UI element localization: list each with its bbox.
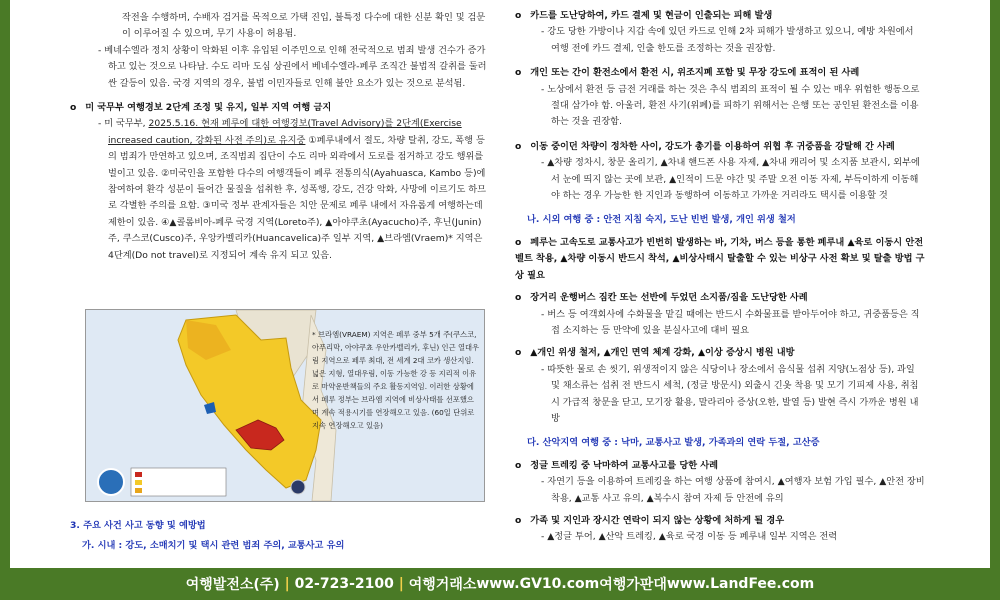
bullet: o	[70, 102, 77, 114]
heading-highway	[515, 235, 925, 284]
paragraph-venezuela: - 베네수엘라 정치 상황이 악화된 이후 유입된 이주민으로 인해 전국적으로 범죄 발생 건수가 증가하고 있는 것으로 나타남. 수도 리마 도심 상권에서 베네수엘라-페루 조직간 불법적 갈취를 둘러싼 갈등이 있음. 국경 지역의 경우, 불법 이민자들로 인해 불안 요소가 있는 것으로 분석됨.	[98, 44, 487, 89]
paragraph-exchange: - 노상에서 환전 등 금전 거래를 하는 것은 추식 범죄의 표적이 될 수 있는 매우 위험한 행동으로 절대 삼가야 함. 아울러, 환전 사기(위폐)를 피하기 위해서는 은행 또는 공인된 환전소를 이용하는 것을 권장함.	[541, 83, 920, 128]
footer-board: 여행가판대	[599, 577, 667, 593]
heading-hygiene	[515, 345, 925, 361]
bullet: o	[515, 236, 522, 248]
advisory-body: ①페루내에서 절도, 차량 탈취, 강도, 폭행 등의 범죄가 만연하고 있으며, 조직범죄 집단이 수도 리마 외곽에서 도로를 점거하고 강도 행위를 벌이고 있음. ②미국인을 포함한 다수의 여행객들이 페루 전통의식(Ayahuasca, Kambo 등)에 참여하여 환각 성분이 들어간 물질을 섭취한 후, 성폭행, 강도, 건강 악화, 사망에 이르기도 하므로 각별한 주의를 요함. ③미국 정부 관계자들은 치안 문제로 페루 내에서 자유롭게 여행하는데 제한이 있음. ④▲콜롬비아-페루 국경 지역(Loreto주), ▲아야쿠초(Ayacucho)주, 후닌(Junin)주, 쿠스코(Cusco)주, 우앙카벨리카(Huancavelica)주 일부 지역, ▲브라엠(Vraem)* 지역은 4단계(Do not travel)로 지정되어 계속 유지 되고 있음.	[108, 134, 487, 261]
bullet: o	[515, 10, 522, 21]
heading-card-theft-text: 카드를 도난당하여, 카드 결제 및 현금이 인출되는 피해 발생	[530, 10, 773, 21]
footer-exchange: 여행거래소	[408, 577, 477, 593]
bullet: o	[515, 140, 522, 152]
footer-bar: 여행발전소(주) | 02-723-2100 | 여행거래소 www.GV10.com 여행가판대 www.LandFee.com	[185, 576, 815, 593]
document-page	[10, 0, 990, 568]
heading-highway-text: 페루는 고속도로 교통사고가 빈번히 발생하는 바, 기차, 버스 등을 통한 페루내 ▲육로 이동시 안전 벨트 착용, ▲차량 이동시 반드시 착석, ▲비상사태시 탈출할 수 있는 비상구 사전 확보 및 탈출 방법 구상 필요	[515, 236, 925, 281]
heading-jungle	[515, 458, 925, 474]
bullet: o	[515, 67, 522, 79]
heading-exchange	[515, 65, 925, 81]
globe-icon	[98, 469, 124, 495]
footer-company: 여행발전소(주)	[185, 577, 280, 593]
section-b-title: 나. 시외 여행 중 : 안전 지침 숙지, 도난 빈번 발생, 개인 위생 철저	[527, 214, 796, 226]
heading-exchange-text: 개인 또는 간이 환전소에서 환전 시, 위조지폐 포함 및 무장 강도에 표적이 된 사례	[530, 67, 860, 79]
paragraph-us-advisory	[70, 116, 488, 264]
heading-hygiene-text: ▲개인 위생 철저, ▲개인 면역 체계 강화, ▲이상 증상시 병원 내방	[530, 347, 795, 359]
section-3	[70, 518, 488, 555]
paragraph-contact-lost: - ▲정글 투어, ▲산악 트레킹, ▲육로 국경 이동 등 페루내 일부 지역은 전력	[541, 531, 838, 543]
heading-us-advisory	[70, 100, 488, 116]
paragraph-jungle: - 자연기 등을 이용하여 트레킹을 하는 여행 상품에 참여시, ▲여행자 보험 가입 필수, ▲안전 장비 착용, ▲교통 사고 유의, ▲복수시 참여 자제 등 안전에 유의	[541, 476, 925, 504]
heading-vehicle-robbery-text: 이동 중이던 차량이 정차한 사이, 강도가 총기를 이용하여 위협 후 귀중품을 강탈해 간 사례	[530, 140, 895, 152]
bullet: o	[515, 514, 522, 526]
section-3-title: 3. 주요 사건 사고 동향 및 예방법	[70, 520, 206, 531]
paragraph-hygiene: - 따뜻한 물로 손 씻기, 위생적이지 않은 식당이나 장소에서 음식물 섭취 지양(노점상 등), 과일 및 채소류는 섭취 전 반드시 세척, (정글 방문시) 외출시 긴옷 착용 및 모기 기피제 사용, 취침시 가급적 창문을 닫고, 모기장 활용, 말라리아 증상(오한, 발열 등) 발현 즉시 가까운 병원 내방	[541, 363, 919, 424]
heading-us-advisory-text: 미 국무부 여행경보 2단계 조정 및 유지, 일부 지역 여행 금지	[85, 102, 332, 114]
paragraph-continuation: 작전을 수행하며, 수배자 검거를 목적으로 가택 진입, 불특정 다수에 대한 신분 확인 및 검문이 이루어질 수 있으며, 무기 사용이 허용됨.	[122, 12, 486, 40]
footer-site-landfee[interactable]: www.LandFee.com	[666, 576, 815, 592]
footer-site-gv10[interactable]: www.GV10.com	[476, 576, 600, 592]
heading-contact-lost	[515, 513, 925, 529]
paragraph-card-theft: - 강도 당한 가방이나 지갑 속에 있던 카드로 인해 2차 피해가 발생하고 있으니, 예방 차원에서 여행 전에 카드 결제, 인출 한도를 조정하는 것을 권장함.	[541, 26, 914, 54]
footer-phone: 02-723-2100	[294, 576, 394, 592]
advisory-lead: - 미 국무부,	[98, 118, 149, 130]
bullet: o	[515, 347, 522, 359]
map-note: * 브라엠(VRAEM) 지역은 페루 중부 5개 주(쿠스코, 아푸리막, 아야쿠쵸 우안카벨리카, 후닌) 인근 열대우림 지역으로 페루 최대, 전 세계 2대 코카 생산지임. 넓은 지형, 열대우림, 이동 가능한 강 등 지리적 이유로 마약운반책들의 주요 활동지역임. 이러한 상황에서 페루 정부는 브라엠 지역에 비상사태를 선포했으며 계속 적용시기를 연장해오고 있음. (60일 단위로 지속 연장해오고 있음)	[312, 330, 480, 430]
right-column	[515, 0, 925, 546]
heading-card-theft	[515, 8, 925, 24]
section-3a-title: 가. 시내 : 강도, 소매치기 및 택시 관련 범죄 주의, 교통사고 유의	[82, 540, 345, 552]
heading-jungle-text: 정글 트레킹 중 낙마하여 교통사고를 당한 사례	[530, 459, 719, 471]
heading-bus-theft	[515, 290, 925, 306]
map-legend	[131, 468, 226, 496]
section-c-title: 다. 산악지역 여행 중 : 낙마, 교통사고 발생, 가족과의 연락 두절, 고산증	[527, 437, 820, 449]
heading-contact-lost-text: 가족 및 지인과 장시간 연락이 되지 않는 상황에 처하게 될 경우	[530, 514, 785, 526]
bullet: o	[515, 292, 522, 304]
paragraph-bus-theft: - 버스 등 여객회사에 수화물을 맡길 때에는 반드시 수화물표를 받아두어야 하고, 귀중품등은 직접 소지하는 등 만약에 있을 분실사고에 대비 필요	[541, 308, 920, 336]
left-column	[70, 0, 488, 264]
paragraph-vehicle-robbery: - ▲차량 정차시, 창문 올리기, ▲차내 핸드폰 사용 자제, ▲차내 캐리어 및 소지품 보관시, 외부에서 눈에 띄지 않는 곳에 보관, ▲인적이 드문 야간 및 주말 오전 이동 자제, 부득이하게 이동해야 하는 경우 가능한 한 지인과 동행하여 이동하고 가까운 거리라도 택시를 이용할 것	[541, 157, 920, 202]
heading-bus-theft-text: 장거리 운행버스 짐칸 또는 선반에 두었던 소지품/짐을 도난당한 사례	[530, 292, 808, 304]
advisory-underlined: 2025.5.16. 현재 페루에 대한 여행경보(Travel Advisory)를 2단계(Exercise increased caution, 강화된 사전 주의)로 유지중	[108, 118, 462, 146]
bullet: o	[515, 459, 522, 471]
seal-icon	[291, 480, 305, 494]
heading-vehicle-robbery	[515, 139, 925, 155]
